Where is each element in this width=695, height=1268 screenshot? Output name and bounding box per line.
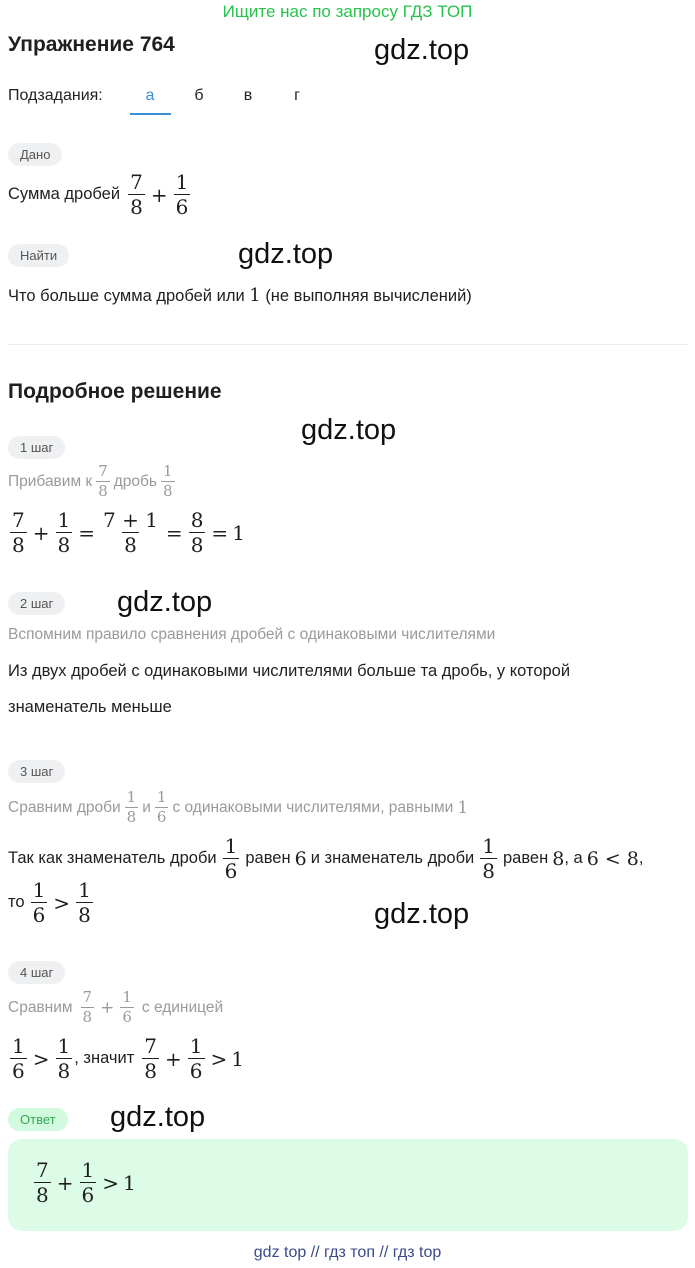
watermark: gdz.top bbox=[374, 898, 470, 930]
step-4-badge: 4 шаг bbox=[8, 961, 65, 984]
step-4-text: , значит bbox=[74, 1049, 135, 1067]
step-1-badge: 1 шаг bbox=[8, 436, 65, 459]
step-4-hint: Сравним $\frac{7}{8}$ + $\frac{1}{6}$ с единицей bbox=[8, 988, 224, 1026]
search-banner: Ищите нас по запросу ГДЗ ТОП bbox=[222, 2, 473, 21]
step-3-badge: 3 шаг bbox=[8, 760, 65, 783]
step-3-hint-text: и bbox=[142, 798, 151, 816]
step-3-text: Так как знаменатель дроби bbox=[8, 849, 217, 867]
step-1-formula: $\frac{7}{8}$ + $\frac{1}{8}$ = $\frac{7 + 1}{8}$ = $\frac{8}{8}$ = 1 bbox=[12, 508, 245, 557]
answer-badge: Ответ bbox=[8, 1108, 68, 1131]
find-statement bbox=[8, 285, 472, 306]
step-3-text: , а bbox=[564, 849, 583, 867]
tab-a[interactable]: а bbox=[145, 87, 155, 104]
subtasks-label: Подзадания: bbox=[8, 87, 103, 104]
step-2-text-line2: знаменатель меньше bbox=[8, 698, 172, 716]
step-1-hint: Прибавим к $\frac{7}{8}$ дробь $\frac{1}{8}$ bbox=[8, 462, 173, 500]
tab-v[interactable]: в bbox=[243, 87, 253, 104]
step-3-text: то bbox=[8, 893, 25, 911]
watermark: gdz.top bbox=[301, 414, 397, 446]
step-3-hint-text: с одинаковыми числителями, равными bbox=[172, 798, 454, 816]
step-3-number: 6 bbox=[294, 847, 307, 870]
watermark: gdz.top bbox=[117, 586, 213, 618]
watermark: gdz.top bbox=[374, 34, 470, 66]
watermark: gdz.top bbox=[110, 1101, 206, 1133]
given-text: Сумма дробей bbox=[8, 185, 121, 203]
step-3-text-line2: то $\frac{1}{6}$ > $\frac{1}{8}$ bbox=[8, 878, 91, 927]
step-1-hint-text: дробь bbox=[113, 472, 157, 490]
step-3-number: 8 bbox=[552, 847, 565, 870]
step-4-hint-text: с единицей bbox=[141, 998, 224, 1016]
solution-title: Подробное решение bbox=[8, 380, 222, 403]
find-text-after: (не выполняя вычислений) bbox=[265, 287, 472, 305]
step-4-hint-text: Сравним bbox=[8, 998, 73, 1016]
find-text-before: Что больше сумма дробей или bbox=[8, 287, 245, 305]
active-tab-indicator bbox=[130, 113, 171, 115]
step-3-hint: Сравним дроби $\frac{1}{8}$ и $\frac{1}{6}$ с одинаковыми числителями, равными 1 bbox=[8, 788, 469, 826]
section-divider bbox=[8, 344, 688, 345]
step-2-hint: Вспомним правило сравнения дробей с одинаковыми числителями bbox=[8, 626, 496, 643]
given-statement bbox=[8, 172, 192, 217]
step-3-text-line1: Так как знаменатель дроби $\frac{1}{6}$ равен 6 и знаменатель дроби $\frac{1}{8}$ равен 8 , а 6 < 8 , bbox=[8, 834, 644, 883]
tab-g[interactable]: г bbox=[294, 87, 300, 104]
find-badge: Найти bbox=[8, 244, 69, 267]
step-2-text-line1: Из двух дробей с одинаковыми числителями больше та дробь, у которой bbox=[8, 662, 571, 680]
tab-b[interactable]: б bbox=[194, 87, 204, 104]
step-2-badge: 2 шаг bbox=[8, 592, 65, 615]
step-3-text: , bbox=[638, 849, 644, 867]
step-3-text: равен bbox=[245, 849, 291, 867]
find-number: 1 bbox=[249, 285, 261, 306]
exercise-title: Упражнение 764 bbox=[8, 33, 175, 56]
step-3-text: и знаменатель дроби bbox=[310, 849, 475, 867]
footer-links[interactable]: gdz top // гдз топ // гдз top bbox=[253, 1244, 442, 1261]
given-badge: Дано bbox=[8, 143, 62, 166]
step-1-hint-text: Прибавим к bbox=[8, 472, 93, 490]
answer-formula: $\frac{7}{8}$ + $\frac{1}{6}$ > 1 bbox=[36, 1158, 136, 1207]
step-3-inequality: 6 < 8 bbox=[586, 847, 639, 870]
step-3-hint-text: Сравним дроби bbox=[8, 798, 121, 816]
given-formula: $\frac{7}{8}$ + $\frac{1}{6}$ bbox=[130, 170, 189, 219]
step-3-hint-number: 1 bbox=[457, 797, 469, 818]
step-3-text: равен bbox=[503, 849, 549, 867]
step-4-formula: $\frac{1}{6}$ > $\frac{1}{8}$ , значит $\frac{7}{8}$ + $\frac{1}{6}$ > 1 bbox=[12, 1034, 244, 1083]
watermark: gdz.top bbox=[238, 238, 334, 270]
